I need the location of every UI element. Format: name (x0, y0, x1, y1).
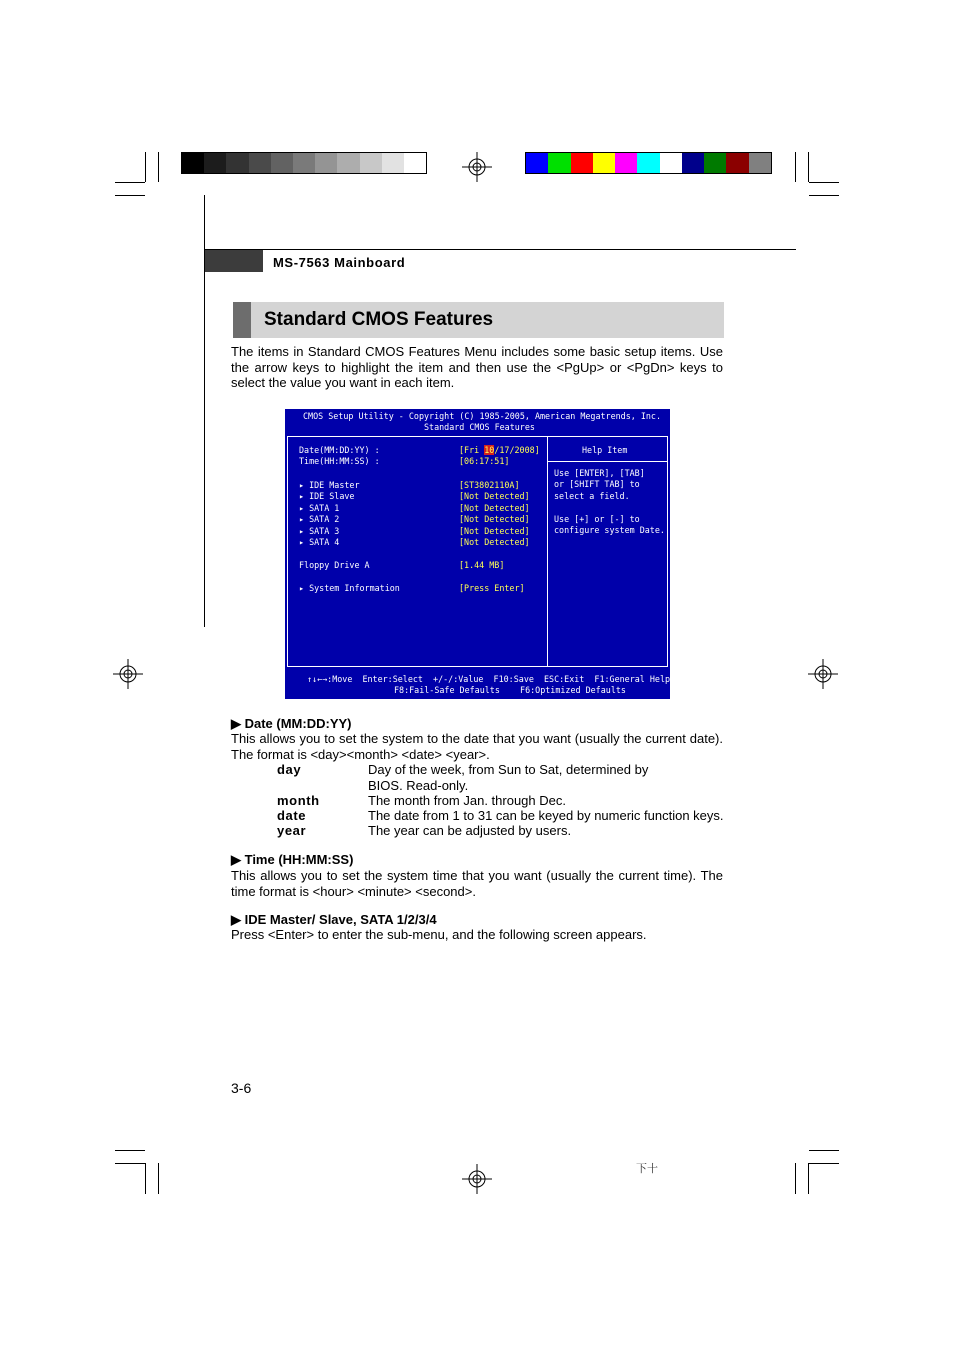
bios-time-value[interactable]: [06:17:51] (459, 456, 510, 466)
bios-item-value[interactable]: [Not Detected] (459, 514, 530, 525)
color-swatch (682, 153, 704, 173)
color-swatch (593, 153, 615, 173)
registration-mark-icon (113, 659, 143, 689)
bios-help-title: Help Item (582, 445, 628, 455)
gray-swatch (315, 153, 337, 173)
page-number: 3-6 (231, 1080, 252, 1096)
gray-swatch (337, 153, 359, 173)
bios-item-label[interactable]: ▸ SATA 1 (299, 502, 340, 513)
bios-date-label[interactable]: Date(MM:DD:YY) : (299, 445, 380, 455)
bios-help-line: configure system Date. (554, 525, 665, 535)
gray-swatch (182, 153, 204, 173)
registration-mark-icon (808, 659, 838, 689)
section-title-tab (233, 302, 251, 338)
color-swatch (571, 153, 593, 173)
crop-mark (809, 1150, 839, 1151)
definition-description: The year can be adjusted by users. (368, 823, 572, 838)
gray-swatch (404, 153, 426, 173)
gray-swatch (360, 153, 382, 173)
color-swatch (660, 153, 682, 173)
grayscale-calibration-bar (181, 152, 427, 174)
bios-title-line: CMOS Setup Utility - Copyright (C) 1985-2005, American Megatrends, Inc. (303, 411, 661, 421)
bios-date-value[interactable]: [Fri 10/17/2008] (459, 445, 540, 455)
header-tab-block (205, 250, 263, 272)
bios-help-divider (548, 461, 667, 462)
color-swatch (726, 153, 748, 173)
bios-footer-keys: ↑↓←→:Move Enter:Select +/-/:Value F10:Save ESC:Exit F1:General Help (307, 674, 671, 684)
definition-description: Day of the week, from Sun to Sat, determined by BIOS. Read-only. (368, 762, 649, 793)
crop-mark (809, 1163, 839, 1164)
crop-mark (158, 152, 159, 182)
crop-mark (808, 152, 809, 182)
color-swatch (749, 153, 771, 173)
color-swatch (637, 153, 659, 173)
definition-term: month (277, 793, 320, 808)
color-swatch (704, 153, 726, 173)
bios-time-label[interactable]: Time(HH:MM:SS) : (299, 456, 380, 466)
bios-item-value[interactable]: [Not Detected] (459, 537, 530, 547)
crop-mark (158, 1163, 159, 1194)
section-title: Standard CMOS Features (264, 309, 494, 330)
bios-item-label[interactable]: ▸ SATA 4 (299, 537, 340, 547)
gray-swatch (204, 153, 226, 173)
bios-item-value[interactable]: [Not Detected] (459, 502, 530, 513)
bios-item-label[interactable]: ▸ IDE Master (299, 480, 360, 490)
definition-term: date (277, 808, 307, 823)
crop-mark (795, 152, 796, 182)
registration-mark-icon (462, 1164, 492, 1194)
color-swatch (615, 153, 637, 173)
date-heading: ▶ Date (MM:DD:YY) (231, 716, 352, 731)
running-header: MS-7563 Mainboard (273, 255, 406, 270)
bios-item-label[interactable]: ▸ SATA 2 (299, 514, 340, 525)
ide-heading: ▶ IDE Master/ Slave, SATA 1/2/3/4 (231, 912, 437, 927)
section-title-bar (233, 302, 724, 338)
print-mark: 下十 (636, 1163, 658, 1175)
crop-mark (115, 195, 145, 196)
bios-floppy-label[interactable]: Floppy Drive A (299, 560, 370, 570)
bios-sysinfo-label[interactable]: ▸ System Information (299, 583, 400, 593)
bios-help-line: Use [+] or [-] to (554, 513, 640, 524)
bios-date-month-cursor[interactable]: 10 (484, 445, 495, 455)
bios-subtitle: Standard CMOS Features (424, 422, 535, 432)
crop-mark (809, 195, 839, 196)
gray-swatch (293, 153, 315, 173)
bios-item-value[interactable]: [ST3802110A] (459, 480, 520, 490)
crop-mark (115, 1150, 145, 1151)
gray-swatch (382, 153, 404, 173)
color-swatch (526, 153, 548, 173)
bios-help-line: or [SHIFT TAB] to (554, 479, 640, 490)
registration-mark-icon (462, 152, 492, 182)
color-calibration-bar (525, 152, 772, 174)
bios-divider (547, 437, 548, 666)
crop-mark (795, 1163, 796, 1194)
date-paragraph: This allows you to set the system to the date that you want (usually the current date). The format is <day><month> <date> <year>. (231, 731, 723, 762)
bios-floppy-value[interactable]: [1.44 MB] (459, 560, 505, 570)
definition-description: The date from 1 to 31 can be keyed by numeric function keys. (368, 808, 724, 823)
intro-paragraph: The items in Standard CMOS Features Menu includes some basic setup items. Use the arrow keys to highlight the item and then use the <PgUp> or <PgDn> keys to select the value you want in each item. (231, 344, 723, 390)
crop-mark (115, 182, 145, 183)
bios-item-label[interactable]: ▸ SATA 3 (299, 525, 340, 536)
crop-mark (145, 152, 146, 182)
gray-swatch (271, 153, 293, 173)
time-paragraph: This allows you to set the system time that you want (usually the current time). The time format is <hour> <minute> <second>. (231, 868, 723, 899)
crop-mark (809, 182, 839, 183)
crop-mark (808, 1163, 809, 1194)
bios-screenshot (285, 409, 670, 699)
crop-mark (145, 1163, 146, 1194)
time-heading: ▶ Time (HH:MM:SS) (231, 852, 354, 867)
bios-sysinfo-value[interactable]: [Press Enter] (459, 583, 525, 593)
definition-term: year (277, 823, 307, 838)
bios-item-label[interactable]: ▸ IDE Slave (299, 491, 355, 502)
header-rule (205, 249, 796, 250)
definition-description: The month from Jan. through Dec. (368, 793, 566, 808)
gray-swatch (249, 153, 271, 173)
bios-help-line: select a field. (554, 490, 630, 501)
bios-footer-defaults: F8:Fail-Safe Defaults F6:Optimized Defaults (394, 685, 626, 695)
bios-item-value[interactable]: [Not Detected] (459, 491, 530, 502)
crop-mark (115, 1163, 145, 1164)
color-swatch (548, 153, 570, 173)
bios-help-line: Use [ENTER], [TAB] (554, 468, 645, 478)
ide-paragraph: Press <Enter> to enter the sub-menu, and the following screen appears. (231, 927, 647, 942)
bios-item-value[interactable]: [Not Detected] (459, 525, 530, 536)
gray-swatch (226, 153, 248, 173)
definition-term: day (277, 762, 302, 777)
